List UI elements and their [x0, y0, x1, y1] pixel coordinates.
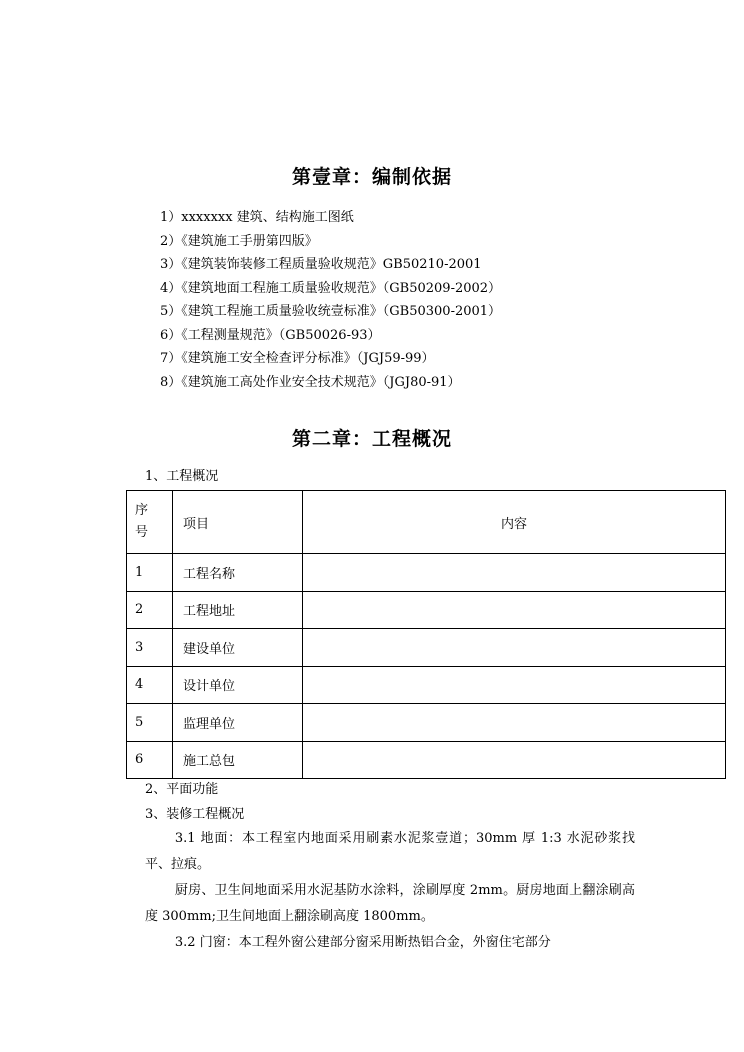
row-no: 4 — [127, 666, 173, 704]
row-item: 施工总包 — [173, 741, 303, 779]
header-no-line1: 序 — [135, 503, 149, 518]
reference-item: 1）xxxxxxx 建筑、结构施工图纸 — [160, 210, 354, 225]
reference-list — [160, 206, 501, 394]
reference-item: 4）《建筑地面工程施工质量验收规范》（GB50209-2002） — [160, 280, 502, 296]
chapter2-title: 第二章：工程概况 — [291, 428, 452, 450]
project-overview-table — [126, 490, 726, 779]
header-content: 内容 — [303, 491, 726, 554]
row-no: 2 — [127, 591, 173, 629]
table-row — [127, 629, 726, 667]
section-heading-decoration: 3、装修工程概况 — [145, 807, 245, 822]
row-no: 3 — [127, 629, 173, 667]
row-item: 设计单位 — [173, 666, 303, 704]
row-item: 工程名称 — [173, 554, 303, 592]
reference-item: 7）《建筑施工安全检查评分标准》（JGJ59-99） — [160, 351, 435, 366]
header-no — [127, 491, 173, 554]
row-item: 建设单位 — [173, 629, 303, 667]
row-content — [303, 741, 726, 779]
reference-item: 3）《建筑装饰装修工程质量验收规范》GB50210-2001 — [160, 257, 482, 272]
reference-item: 5）《建筑工程施工质量验收统壹标准》（GB50300-2001） — [160, 304, 502, 319]
row-item: 监理单位 — [173, 704, 303, 742]
chapter1-title: 第壹章：编制依据 — [291, 166, 452, 188]
section-heading-layout: 2、平面功能 — [145, 782, 219, 797]
section-heading-overview: 1、工程概况 — [145, 469, 219, 484]
table-header-row — [127, 491, 726, 554]
header-item: 项目 — [173, 491, 303, 554]
table-row — [127, 741, 726, 779]
reference-item: 2）《建筑施工手册第四版》 — [160, 233, 318, 249]
decoration-paragraphs — [145, 826, 635, 956]
paragraph-windows: 3.2 门窗：本工程外窗公建部分窗采用断热铝合金，外窗住宅部分 — [174, 935, 551, 950]
row-content — [303, 666, 726, 704]
row-item: 工程地址 — [173, 591, 303, 629]
reference-item: 8）《建筑施工高处作业安全技术规范》（JGJ80-91） — [160, 374, 461, 390]
header-no-line2: 号 — [135, 525, 149, 540]
reference-item: 6）《工程测量规范》（GB50026-93） — [160, 327, 381, 343]
paragraph-waterproof: 厨房、卫生间地面采用水泥基防水涂料，涂刷厚度 2mm。厨房地面上翻涂刷高度 300mm;卫生间地面上翻涂刷高度 1800mm。 — [145, 883, 635, 924]
table-row — [127, 554, 726, 592]
row-content — [303, 629, 726, 667]
row-content — [303, 704, 726, 742]
row-no: 6 — [127, 741, 173, 779]
table-row — [127, 666, 726, 704]
row-no: 1 — [127, 554, 173, 592]
paragraph-floor: 3.1 地面：本工程室内地面采用刷素水泥浆壹道；30mm 厚 1:3 水泥砂浆找平、拉痕。 — [145, 831, 635, 872]
table-row — [127, 591, 726, 629]
row-content — [303, 554, 726, 592]
table-row — [127, 704, 726, 742]
row-no: 5 — [127, 704, 173, 742]
row-content — [303, 591, 726, 629]
